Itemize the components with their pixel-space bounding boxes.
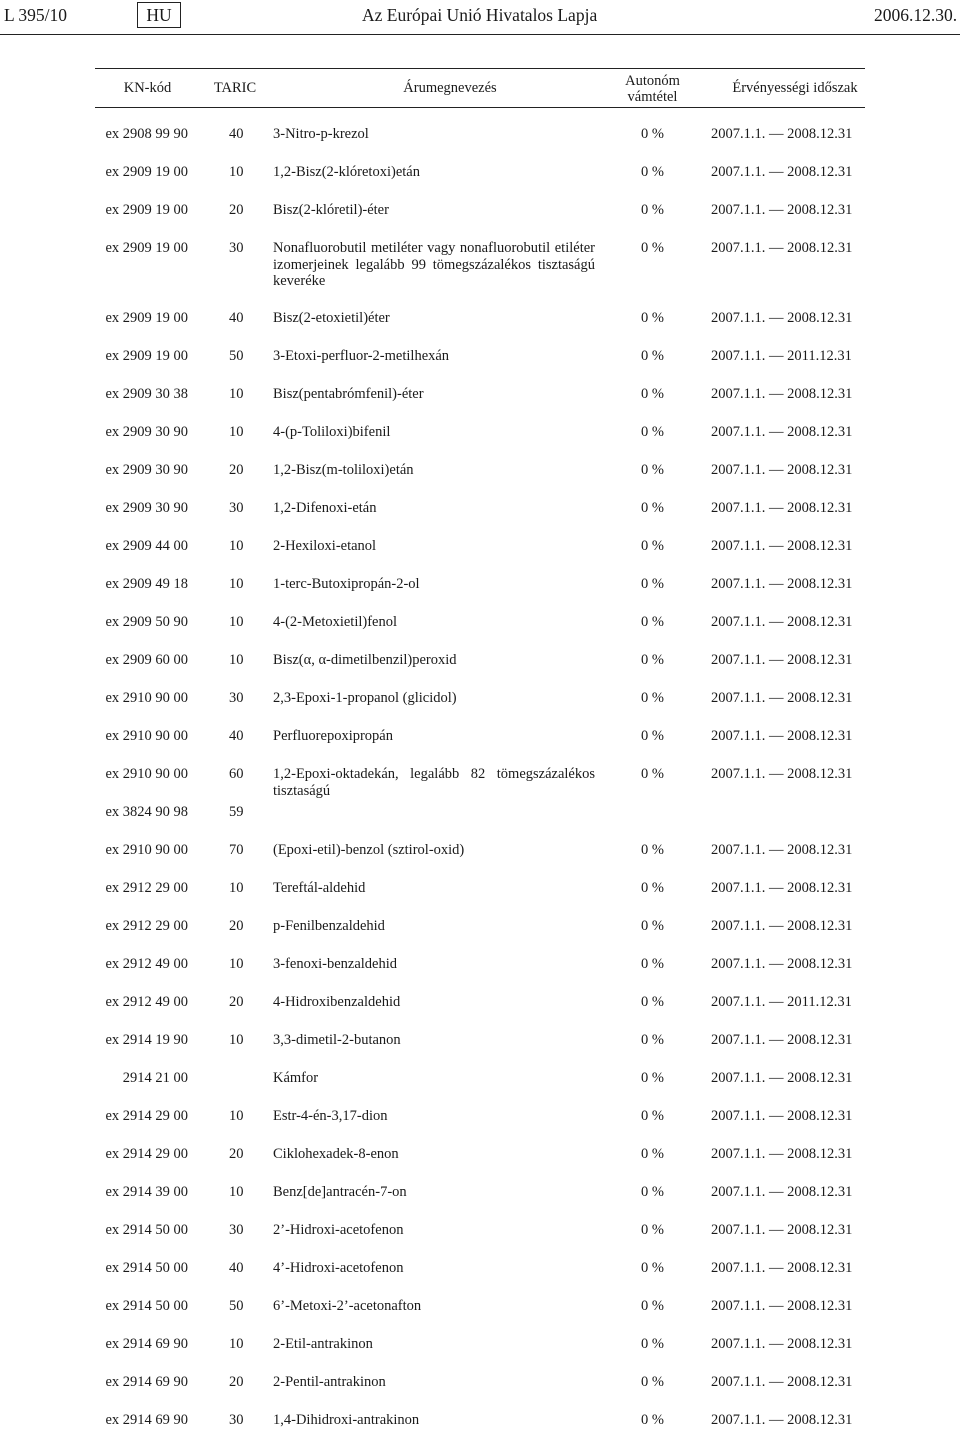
taric-code: 10 bbox=[229, 1032, 244, 1048]
validity-period: 2007.1.1. — 2011.12.31 bbox=[711, 348, 852, 364]
description: Benz[de]antracén-7-on bbox=[273, 1184, 407, 1200]
taric-code: 20 bbox=[229, 1146, 244, 1162]
description: 3,3-dimetil-2-butanon bbox=[273, 1032, 401, 1048]
duty-rate: 0 % bbox=[641, 652, 664, 668]
description: Bisz(2-klóretil)-éter bbox=[273, 202, 389, 218]
description: 1,2-Bisz(2-klóretoxi)etán bbox=[273, 164, 420, 180]
column-header-rate: Autonóm vámtétel bbox=[625, 73, 680, 105]
description: 2-Hexiloxi-etanol bbox=[273, 538, 377, 554]
validity-period: 2007.1.1. — 2008.12.31 bbox=[711, 1108, 853, 1124]
taric-code: 30 bbox=[229, 1412, 244, 1428]
description: 1,4-Dihidroxi-antrakinon bbox=[273, 1412, 420, 1428]
taric-code: 10 bbox=[229, 1336, 244, 1352]
validity-period: 2007.1.1. — 2008.12.31 bbox=[711, 956, 853, 972]
kn-code: ex 2912 49 00 bbox=[105, 956, 188, 972]
taric-code: 50 bbox=[229, 348, 244, 364]
taric-code: 30 bbox=[229, 1222, 244, 1238]
kn-code: ex 2909 19 00 bbox=[105, 348, 188, 364]
kn-code: ex 2914 29 00 bbox=[105, 1108, 188, 1124]
taric-code: 30 bbox=[229, 500, 244, 516]
description: Tereftál-aldehid bbox=[273, 880, 366, 896]
kn-code: ex 2914 50 00 bbox=[105, 1222, 188, 1238]
description: 6’-Metoxi-2’-acetonafton bbox=[273, 1298, 422, 1314]
kn-code: ex 2914 19 90 bbox=[105, 1032, 188, 1048]
description: Bisz(α, α-dimetilbenzil)peroxid bbox=[273, 652, 457, 668]
duty-rate: 0 % bbox=[641, 240, 664, 256]
validity-period: 2007.1.1. — 2008.12.31 bbox=[711, 310, 853, 326]
validity-period: 2007.1.1. — 2008.12.31 bbox=[711, 842, 853, 858]
taric-code: 59 bbox=[229, 804, 244, 820]
kn-code: ex 2910 90 00 bbox=[105, 728, 188, 744]
page-reference: L 395/10 bbox=[4, 5, 68, 25]
description: Ciklohexadek-8-enon bbox=[273, 1146, 399, 1162]
validity-period: 2007.1.1. — 2008.12.31 bbox=[711, 202, 853, 218]
taric-code: 20 bbox=[229, 202, 244, 218]
publication-date: 2006.12.30. bbox=[874, 5, 958, 25]
taric-code: 70 bbox=[229, 842, 244, 858]
kn-code: ex 2908 99 90 bbox=[105, 126, 188, 142]
description: Nonafluorobutil metiléter vagy nonafluorobutil etiléter izomerjeinek legalább 99 tömegszázalékos tisztaságú keveréke bbox=[273, 240, 595, 289]
description: p-Fenilbenzaldehid bbox=[273, 918, 385, 934]
duty-rate: 0 % bbox=[641, 994, 664, 1010]
duty-rate: 0 % bbox=[641, 202, 664, 218]
duty-rate: 0 % bbox=[641, 728, 664, 744]
duty-rate: 0 % bbox=[641, 126, 664, 142]
kn-code: ex 2910 90 00 bbox=[105, 766, 188, 782]
validity-period: 2007.1.1. — 2008.12.31 bbox=[711, 1146, 853, 1162]
validity-period: 2007.1.1. — 2008.12.31 bbox=[711, 1184, 853, 1200]
duty-rate: 0 % bbox=[641, 500, 664, 516]
taric-code: 30 bbox=[229, 240, 244, 256]
taric-code: 10 bbox=[229, 576, 244, 592]
description: 3-Nitro-p-krezol bbox=[273, 126, 369, 142]
duty-rate: 0 % bbox=[641, 918, 664, 934]
validity-period: 2007.1.1. — 2008.12.31 bbox=[711, 576, 853, 592]
kn-code: ex 2914 69 90 bbox=[105, 1336, 188, 1352]
validity-period: 2007.1.1. — 2008.12.31 bbox=[711, 1374, 853, 1390]
duty-rate: 0 % bbox=[641, 1412, 664, 1428]
duty-rate: 0 % bbox=[641, 1184, 664, 1200]
taric-code: 10 bbox=[229, 538, 244, 554]
duty-rate: 0 % bbox=[641, 956, 664, 972]
taric-code: 10 bbox=[229, 880, 244, 896]
duty-rate: 0 % bbox=[641, 1146, 664, 1162]
taric-code: 10 bbox=[229, 164, 244, 180]
description: Estr-4-én-3,17-dion bbox=[273, 1108, 388, 1124]
validity-period: 2007.1.1. — 2008.12.31 bbox=[711, 126, 853, 142]
kn-code: ex 2912 49 00 bbox=[105, 994, 188, 1010]
duty-rate: 0 % bbox=[641, 1222, 664, 1238]
column-header-kn: KN-kód bbox=[123, 80, 172, 96]
taric-code: 40 bbox=[229, 126, 244, 142]
kn-code: ex 2909 19 00 bbox=[105, 240, 188, 256]
duty-rate: 0 % bbox=[641, 538, 664, 554]
duty-rate: 0 % bbox=[641, 462, 664, 478]
kn-code: ex 2914 29 00 bbox=[105, 1146, 188, 1162]
description: 2-Etil-antrakinon bbox=[273, 1336, 373, 1352]
validity-period: 2007.1.1. — 2008.12.31 bbox=[711, 1260, 853, 1276]
validity-period: 2007.1.1. — 2008.12.31 bbox=[711, 918, 853, 934]
description: 4’-Hidroxi-acetofenon bbox=[273, 1260, 404, 1276]
kn-code: ex 2910 90 00 bbox=[105, 842, 188, 858]
taric-code: 10 bbox=[229, 424, 244, 440]
description: 1,2-Bisz(m-toliloxi)etán bbox=[273, 462, 414, 478]
validity-period: 2007.1.1. — 2011.12.31 bbox=[711, 994, 852, 1010]
duty-rate: 0 % bbox=[641, 614, 664, 630]
kn-code: ex 2909 30 38 bbox=[105, 386, 188, 402]
description: Kámfor bbox=[273, 1070, 319, 1086]
taric-code: 20 bbox=[229, 994, 244, 1010]
kn-code: ex 2909 44 00 bbox=[105, 538, 188, 554]
column-header-validity: Érvényességi időszak bbox=[732, 80, 858, 96]
validity-period: 2007.1.1. — 2008.12.31 bbox=[711, 500, 853, 516]
kn-code: ex 2909 50 90 bbox=[105, 614, 188, 630]
description: 4-(2-Metoxietil)fenol bbox=[273, 614, 398, 630]
description: 3-Etoxi-perfluor-2-metilhexán bbox=[273, 348, 450, 364]
validity-period: 2007.1.1. — 2008.12.31 bbox=[711, 690, 853, 706]
validity-period: 2007.1.1. — 2008.12.31 bbox=[711, 386, 853, 402]
validity-period: 2007.1.1. — 2008.12.31 bbox=[711, 1298, 853, 1314]
taric-code: 20 bbox=[229, 918, 244, 934]
description: 1-terc-Butoxipropán-2-ol bbox=[273, 576, 420, 592]
duty-rate: 0 % bbox=[641, 842, 664, 858]
duty-rate: 0 % bbox=[641, 880, 664, 896]
validity-period: 2007.1.1. — 2008.12.31 bbox=[711, 1070, 853, 1086]
kn-code: ex 2909 60 00 bbox=[105, 652, 188, 668]
description: 3-fenoxi-benzaldehid bbox=[273, 956, 398, 972]
validity-period: 2007.1.1. — 2008.12.31 bbox=[711, 880, 853, 896]
taric-code: 20 bbox=[229, 462, 244, 478]
duty-rate: 0 % bbox=[641, 386, 664, 402]
description: 2-Pentil-antrakinon bbox=[273, 1374, 386, 1390]
description: (Epoxi-etil)-benzol (sztirol-oxid) bbox=[273, 842, 465, 858]
kn-code: ex 2909 30 90 bbox=[105, 500, 188, 516]
kn-code: ex 2909 30 90 bbox=[105, 424, 188, 440]
kn-code: ex 2914 69 90 bbox=[105, 1412, 188, 1428]
description: Bisz(2-etoxietil)éter bbox=[273, 310, 390, 326]
taric-code: 10 bbox=[229, 614, 244, 630]
kn-code: ex 3824 90 98 bbox=[105, 804, 188, 820]
kn-code: ex 2909 19 00 bbox=[105, 202, 188, 218]
validity-period: 2007.1.1. — 2008.12.31 bbox=[711, 652, 853, 668]
validity-period: 2007.1.1. — 2008.12.31 bbox=[711, 728, 853, 744]
duty-rate: 0 % bbox=[641, 690, 664, 706]
description: 4-Hidroxibenzaldehid bbox=[273, 994, 401, 1010]
taric-code: 40 bbox=[229, 728, 244, 744]
column-header-taric: TARIC bbox=[213, 80, 257, 96]
taric-code: 40 bbox=[229, 1260, 244, 1276]
kn-code: ex 2912 29 00 bbox=[105, 880, 188, 896]
duty-rate: 0 % bbox=[641, 1070, 664, 1086]
taric-code: 20 bbox=[229, 1374, 244, 1390]
duty-rate: 0 % bbox=[641, 1374, 664, 1390]
validity-period: 2007.1.1. — 2008.12.31 bbox=[711, 424, 853, 440]
language-badge: HU bbox=[137, 2, 181, 28]
taric-code: 10 bbox=[229, 956, 244, 972]
description: 4-(p-Toliloxi)bifenil bbox=[273, 424, 391, 440]
validity-period: 2007.1.1. — 2008.12.31 bbox=[711, 240, 853, 256]
validity-period: 2007.1.1. — 2008.12.31 bbox=[711, 462, 853, 478]
kn-code: ex 2914 69 90 bbox=[105, 1374, 188, 1390]
taric-code: 10 bbox=[229, 1184, 244, 1200]
taric-code: 60 bbox=[229, 766, 244, 782]
duty-rate: 0 % bbox=[641, 164, 664, 180]
duty-rate: 0 % bbox=[641, 424, 664, 440]
taric-code: 50 bbox=[229, 1298, 244, 1314]
description: 1,2-Difenoxi-etán bbox=[273, 500, 377, 516]
duty-rate: 0 % bbox=[641, 1298, 664, 1314]
taric-code: 30 bbox=[229, 690, 244, 706]
taric-code: 10 bbox=[229, 1108, 244, 1124]
journal-title: Az Európai Unió Hivatalos Lapja bbox=[362, 5, 598, 25]
validity-period: 2007.1.1. — 2008.12.31 bbox=[711, 538, 853, 554]
description: 2,3-Epoxi-1-propanol (glicidol) bbox=[273, 690, 457, 706]
kn-code: ex 2909 49 18 bbox=[105, 576, 188, 592]
validity-period: 2007.1.1. — 2008.12.31 bbox=[711, 1222, 853, 1238]
kn-code: ex 2909 19 00 bbox=[105, 164, 188, 180]
duty-rate: 0 % bbox=[641, 310, 664, 326]
kn-code: ex 2909 30 90 bbox=[105, 462, 188, 478]
description: 1,2-Epoxi-oktadekán, legalább 82 tömegszázalékos tisztaságú bbox=[273, 766, 595, 799]
duty-rate: 0 % bbox=[641, 348, 664, 364]
validity-period: 2007.1.1. — 2008.12.31 bbox=[711, 614, 853, 630]
kn-code: ex 2910 90 00 bbox=[105, 690, 188, 706]
validity-period: 2007.1.1. — 2008.12.31 bbox=[711, 1032, 853, 1048]
description: Bisz(pentabrómfenil)-éter bbox=[273, 386, 424, 402]
duty-rate: 0 % bbox=[641, 1032, 664, 1048]
kn-code: 2914 21 00 bbox=[122, 1070, 188, 1086]
taric-code: 10 bbox=[229, 386, 244, 402]
duty-rate: 0 % bbox=[641, 1108, 664, 1124]
kn-code: ex 2914 50 00 bbox=[105, 1260, 188, 1276]
kn-code: ex 2914 39 00 bbox=[105, 1184, 188, 1200]
validity-period: 2007.1.1. — 2008.12.31 bbox=[711, 1336, 853, 1352]
validity-period: 2007.1.1. — 2008.12.31 bbox=[711, 766, 853, 782]
description: Perfluorepoxipropán bbox=[273, 728, 393, 744]
taric-code: 40 bbox=[229, 310, 244, 326]
column-header-description: Árumegnevezés bbox=[403, 80, 497, 96]
duty-rate: 0 % bbox=[641, 1336, 664, 1352]
duty-rate: 0 % bbox=[641, 576, 664, 592]
kn-code: ex 2914 50 00 bbox=[105, 1298, 188, 1314]
kn-code: ex 2912 29 00 bbox=[105, 918, 188, 934]
duty-rate: 0 % bbox=[641, 1260, 664, 1276]
validity-period: 2007.1.1. — 2008.12.31 bbox=[711, 164, 853, 180]
validity-period: 2007.1.1. — 2008.12.31 bbox=[711, 1412, 853, 1428]
duty-rate: 0 % bbox=[641, 766, 664, 782]
kn-code: ex 2909 19 00 bbox=[105, 310, 188, 326]
description: 2’-Hidroxi-acetofenon bbox=[273, 1222, 404, 1238]
taric-code: 10 bbox=[229, 652, 244, 668]
